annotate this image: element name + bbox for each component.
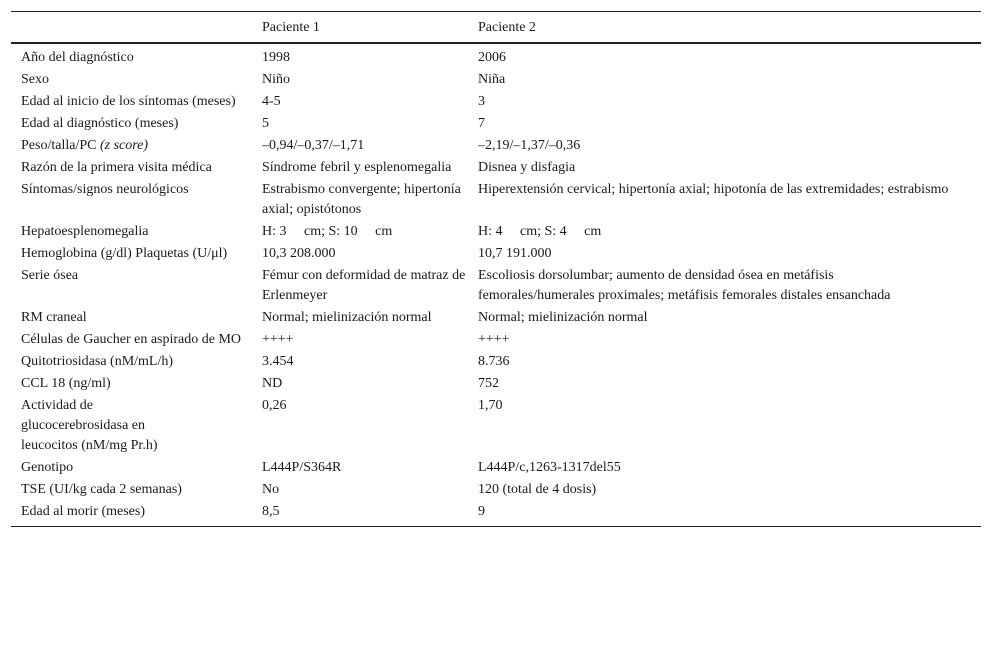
- patient-1-value: L444P/S364R: [262, 460, 342, 475]
- table-row: [11, 91, 981, 113]
- patient-1-value: Estrabismo convergente; hipertonía axial; opistótonos: [262, 182, 461, 217]
- patient-2-value: Escoliosis dorsolumbar; aumento de densidad ósea en metáfisis femorales/humerales proximales; metáfisis femorales distales ensanchada: [478, 268, 891, 303]
- patient-1-value: Normal; mielinización normal: [262, 310, 432, 325]
- header-col-label: [11, 27, 251, 28]
- table-row: [11, 179, 981, 221]
- patient-1-value: Niño: [262, 72, 290, 87]
- patient-2-value: 120 (total de 4 dosis): [478, 482, 597, 497]
- patient-2-value: 9: [478, 504, 485, 519]
- patient-1-value: Fémur con deformidad de matraz de Erlenmeyer: [262, 268, 466, 303]
- row-label: Hemoglobina (g/dl) Plaquetas (U/μl): [21, 246, 228, 261]
- row-label: [11, 136, 251, 156]
- row-label: Sexo: [21, 72, 49, 87]
- row-label: Serie ósea: [21, 268, 79, 283]
- patient-1-value: 4-5: [262, 94, 281, 109]
- table-row: [11, 457, 981, 479]
- table-bottom-rule: [11, 526, 981, 527]
- row-label: Síntomas/signos neurológicos: [21, 182, 189, 197]
- row-label-text: Peso/talla/PC: [21, 138, 97, 153]
- patient-2-value: 10,7 191.000: [478, 246, 552, 261]
- table-header: [11, 12, 981, 42]
- patient-1-value: 3.454: [262, 354, 294, 369]
- row-label: Hepatoesplenomegalia: [21, 224, 149, 239]
- patient-2-value: Disnea y disfagia: [478, 160, 576, 175]
- row-label-italic: (z score): [99, 138, 149, 153]
- patient-1-value: No: [262, 482, 280, 497]
- patient-2-value: 8.736: [478, 354, 510, 369]
- row-label: Edad al diagnóstico (meses): [21, 116, 179, 131]
- patient-2-value: H: 4 cm; S: 4 cm: [478, 224, 602, 239]
- row-label: RM craneal: [21, 310, 87, 325]
- row-label: Edad al inicio de los síntomas (meses): [21, 94, 236, 109]
- patient-2-value: Hiperextensión cervical; hipertonía axial; hipotonía de las extremidades; estrabismo: [478, 182, 949, 197]
- patient-2-value: L444P/c,1263-1317del55: [478, 460, 621, 475]
- patient-1-value: ND: [262, 376, 283, 391]
- patient-1-value: –0,94/–0,37/–1,71: [262, 138, 365, 153]
- patient-2-value: 1,70: [478, 398, 503, 413]
- patient-2-value: Niña: [478, 72, 506, 87]
- patient-2-value: 7: [478, 116, 485, 131]
- row-label: Actividad de glucocerebrosidasa en leucocitos (nM/mg Pr.h): [21, 398, 158, 453]
- table-row: [11, 265, 981, 307]
- row-label: Razón de la primera visita médica: [21, 160, 212, 175]
- table-row: [11, 329, 981, 351]
- patient-2-value: Normal; mielinización normal: [478, 310, 648, 325]
- patient-1-value: H: 3 cm; S: 10 cm: [262, 224, 393, 239]
- header-col-patient-1: Paciente 1: [262, 19, 320, 35]
- patient-1-value: 0,26: [262, 398, 287, 413]
- table-row: [11, 69, 981, 91]
- patient-table: [11, 11, 981, 527]
- table-row: [11, 135, 981, 157]
- patient-1-value: 5: [262, 116, 269, 131]
- table-row: [11, 351, 981, 373]
- patient-1-value: 8,5: [262, 504, 280, 519]
- row-label: Genotipo: [21, 460, 74, 475]
- patient-1-value: 1998: [262, 50, 290, 65]
- patient-1-value: ++++: [262, 332, 294, 347]
- table-row: [11, 221, 981, 243]
- patient-2-value: 752: [478, 376, 499, 391]
- patient-2-value: ++++: [478, 332, 510, 347]
- patient-2-value: –2,19/–1,37/–0,36: [478, 138, 581, 153]
- table-row: [11, 157, 981, 179]
- table-row: [11, 307, 981, 329]
- patient-1-value: Síndrome febril y esplenomegalia: [262, 160, 452, 175]
- row-label: Quitotriosidasa (nM/mL/h): [21, 354, 174, 369]
- patient-2-value: 3: [478, 94, 485, 109]
- patient-2-value: 2006: [478, 50, 506, 65]
- row-label: TSE (UI/kg cada 2 semanas): [21, 482, 182, 497]
- table-row: [11, 113, 981, 135]
- table-row: [11, 395, 981, 457]
- patient-1-value: 10,3 208.000: [262, 246, 336, 261]
- table-row: [11, 479, 981, 501]
- row-label: CCL 18 (ng/ml): [21, 376, 111, 391]
- header-col-patient-2: Paciente 2: [478, 19, 536, 35]
- table-row: [11, 373, 981, 395]
- table-row: [11, 243, 981, 265]
- row-label: Células de Gaucher en aspirado de MO: [21, 332, 242, 347]
- table-row: [11, 501, 981, 526]
- table-row: [11, 44, 981, 69]
- row-label: Edad al morir (meses): [21, 504, 146, 519]
- row-label: Año del diagnóstico: [21, 50, 134, 65]
